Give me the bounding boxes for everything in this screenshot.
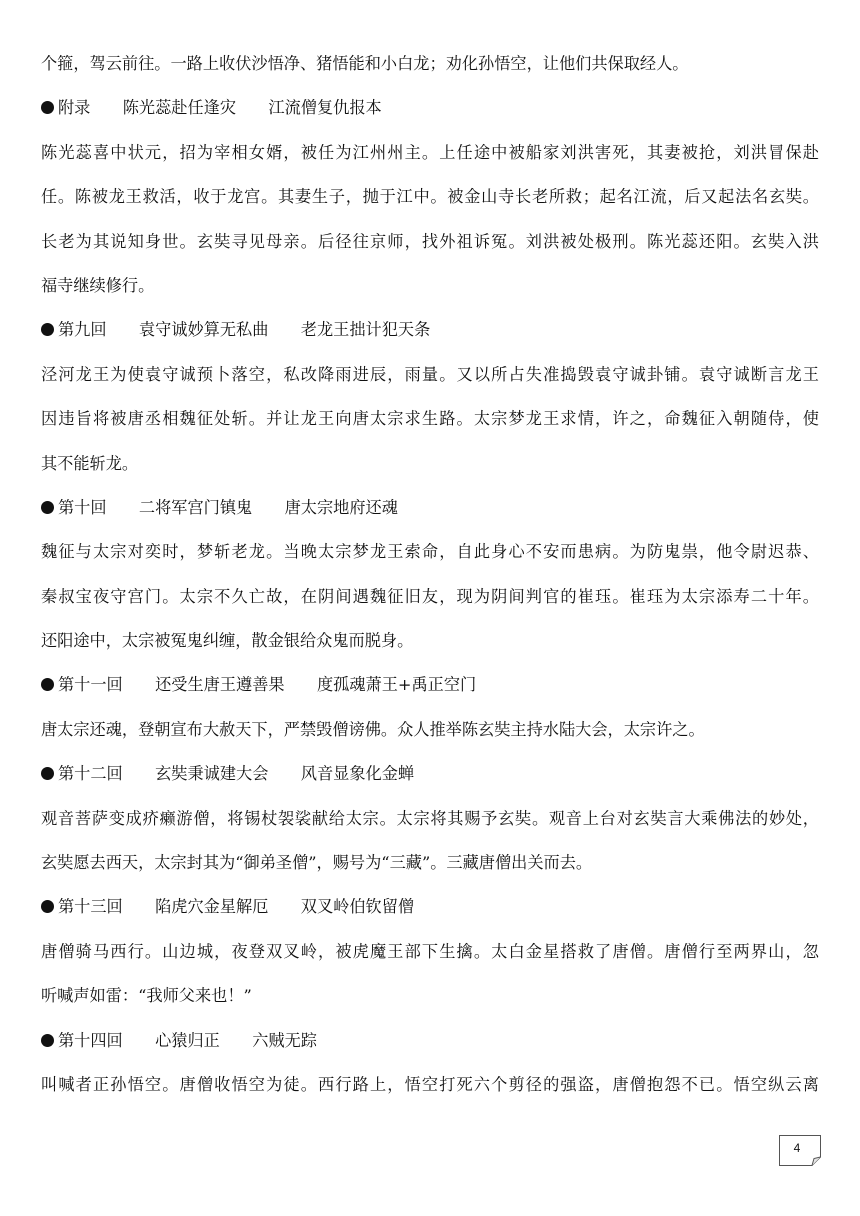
text-line: 唐太宗还魂，登朝宣布大赦天下，严禁毁僧谤佛。众人推举陈玄奘主持水陆大会，太宗许之。 — [41, 719, 705, 739]
text-line: 长老为其说知身世。玄奘寻见母亲。后径往京师，找外祖诉冤。刘洪被处极刑。陈光蕊还阳。玄奘入洪 — [41, 231, 819, 251]
bullet-icon — [41, 900, 54, 913]
bullet-icon — [41, 1034, 54, 1047]
chapter-heading-text: 第十回 二将军宫门镇鬼 唐太宗地府还魂 — [58, 497, 398, 517]
text-line: 唐僧骑马西行。山边城，夜登双叉岭，被虎魔王部下生擒。太白金星搭救了唐僧。唐僧行至两界山，忽 — [41, 941, 819, 961]
text-line: 个箍，驾云前往。一路上收伏沙悟净、猪悟能和小白龙；劝化孙悟空，让他们共保取经人。 — [41, 54, 689, 73]
chapter-heading — [41, 1019, 819, 1063]
text-line: 任。陈被龙王救活，收于龙宫。其妻生子，抛于江中。被金山寺长老所救；起名江流，后又起法名玄奘。 — [41, 187, 819, 207]
chapter-heading-text: 第十四回 心猿归正 六贼无踪 — [58, 1030, 317, 1050]
chapter-heading-text: 第十二回 玄奘秉诚建大会 风音显象化金蝉 — [58, 764, 415, 784]
text-line: 还阳途中，太宗被冤鬼纠缠，散金银给众鬼而脱身。 — [41, 631, 414, 651]
text-line: 魏征与太宗对奕时，梦斩老龙。当晚太宗梦龙王索命，自此身心不安而患病。为防鬼祟，他令尉迟恭、 — [41, 542, 819, 562]
text-line: 听喊声如雷：“我师父来也！” — [41, 986, 252, 1006]
bullet-icon — [41, 101, 54, 114]
bullet-icon — [41, 501, 54, 514]
chapter-heading-text: 附录 陈光蕊赴任逢灾 江流僧复仇报本 — [58, 98, 382, 118]
chapter-heading — [41, 885, 819, 929]
chapter-heading-text: 第九回 袁守诚妙算无私曲 老龙王拙计犯天条 — [58, 320, 431, 340]
text-line: 叫喊者正孙悟空。唐僧收悟空为徒。西行路上，悟空打死六个剪径的强盗，唐僧抱怨不已。悟空纵云离 — [41, 1074, 819, 1094]
chapter-heading — [41, 663, 819, 707]
text-line: 秦叔宝夜守宫门。太宗不久亡故，在阴间遇魏征旧友，现为阴间判官的崔珏。崔珏为太宗添寿二十年。 — [41, 586, 819, 606]
text-line: 陈光蕊喜中状元，招为宰相女婿，被任为江州州主。上任途中被船家刘洪害死，其妻被抢，刘洪冒保赴 — [41, 142, 819, 162]
text-line: 泾河龙王为使袁守诚预卜落空，私改降雨进辰，雨量。又以所占失准捣毁袁守诚卦铺。袁守诚断言龙王 — [41, 364, 819, 384]
bullet-icon — [41, 323, 54, 336]
chapter-heading — [41, 486, 819, 530]
page-number: 4 — [793, 1141, 801, 1155]
text-line: 福寺继续修行。 — [41, 275, 155, 295]
chapter-heading — [41, 752, 819, 796]
chapter-heading — [41, 86, 819, 130]
chapter-heading — [41, 308, 819, 352]
text-line: 其不能斩龙。 — [41, 453, 139, 473]
text-line: 观音菩萨变成疥癞游僧，将锡杖袈裟献给太宗。太宗将其赐予玄奘。观音上台对玄奘言大乘佛法的妙处， — [41, 808, 819, 828]
text-line: 因违旨将被唐丞相魏征处斩。并让龙王向唐太宗求生路。太宗梦龙王求情，许之，命魏征入朝随侍，使 — [41, 409, 819, 429]
bullet-icon — [41, 678, 54, 691]
chapter-heading-text: 第十三回 陷虎穴金星解厄 双叉岭伯钦留僧 — [58, 897, 415, 917]
chapter-heading-text: 第十一回 还受生唐王遵善果 度孤魂萧王+禹正空门 — [58, 675, 477, 695]
bullet-icon — [41, 767, 54, 780]
page-number-box — [779, 1135, 821, 1166]
text-line: 玄奘愿去西天，太宗封其为“御弟圣僧”，赐号为“三藏”。三藏唐僧出关而去。 — [41, 853, 593, 873]
document-body — [41, 42, 819, 1107]
